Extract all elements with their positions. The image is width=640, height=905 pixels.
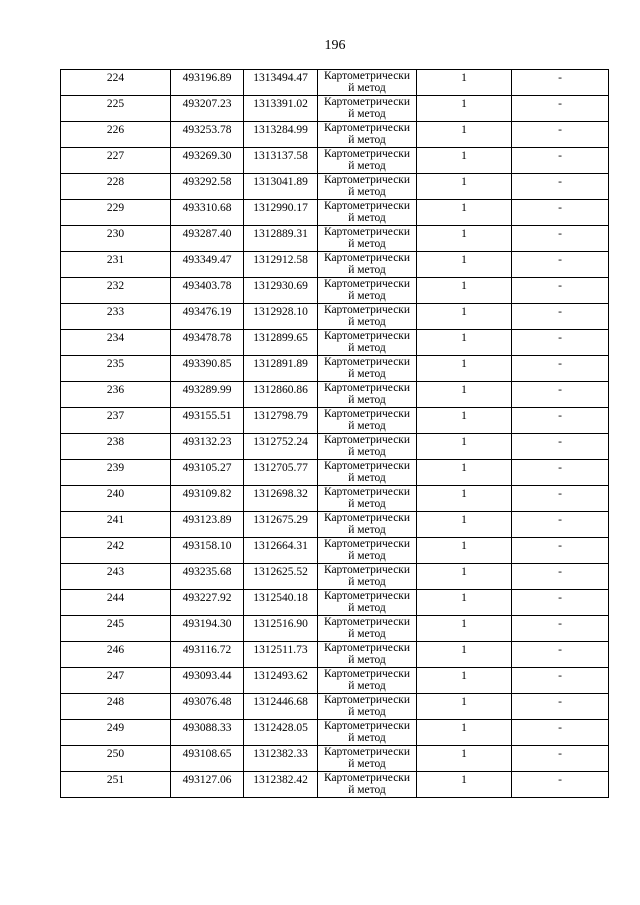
method-text-line2: й метод <box>348 498 386 510</box>
method-text-line2: й метод <box>348 134 386 146</box>
y-coordinate-cell: 1312860.86 <box>244 382 318 408</box>
method-cell <box>318 590 417 616</box>
table-row <box>61 538 609 564</box>
table-row <box>61 486 609 512</box>
x-coordinate-cell: 493227.92 <box>171 590 244 616</box>
x-coordinate-cell: 493076.48 <box>171 694 244 720</box>
method-text-line1: Картометрически <box>323 668 411 680</box>
method-text-line2: й метод <box>348 368 386 380</box>
method-text-line2: й метод <box>348 446 386 458</box>
method-text-line1: Картометрически <box>323 590 411 602</box>
precision-cell: 1 <box>417 96 512 122</box>
table-row <box>61 226 609 252</box>
precision-cell: 1 <box>417 746 512 772</box>
precision-cell: 1 <box>417 434 512 460</box>
precision-cell: 1 <box>417 642 512 668</box>
note-cell: - <box>512 96 609 122</box>
method-text-line2: й метод <box>348 680 386 692</box>
precision-cell: 1 <box>417 148 512 174</box>
precision-cell: 1 <box>417 590 512 616</box>
method-text-line1: Картометрически <box>323 616 411 628</box>
note-cell: - <box>512 200 609 226</box>
y-coordinate-cell: 1312990.17 <box>244 200 318 226</box>
precision-cell: 1 <box>417 330 512 356</box>
note-cell: - <box>512 382 609 408</box>
x-coordinate-cell: 493478.78 <box>171 330 244 356</box>
precision-cell: 1 <box>417 460 512 486</box>
method-text-line1: Картометрически <box>323 382 411 394</box>
note-cell: - <box>512 330 609 356</box>
y-coordinate-cell: 1312675.29 <box>244 512 318 538</box>
method-text-line2: й метод <box>348 186 386 198</box>
note-cell: - <box>512 668 609 694</box>
precision-cell: 1 <box>417 200 512 226</box>
method-cell <box>318 668 417 694</box>
y-coordinate-cell: 1312493.62 <box>244 668 318 694</box>
table-row <box>61 70 609 96</box>
method-text-line2: й метод <box>348 290 386 302</box>
method-cell <box>318 512 417 538</box>
table-row <box>61 148 609 174</box>
method-text-line1: Картометрически <box>323 720 411 732</box>
x-coordinate-cell: 493127.06 <box>171 772 244 798</box>
x-coordinate-cell: 493253.78 <box>171 122 244 148</box>
method-cell <box>318 720 417 746</box>
method-text-line2: й метод <box>348 732 386 744</box>
y-coordinate-cell: 1312540.18 <box>244 590 318 616</box>
x-coordinate-cell: 493269.30 <box>171 148 244 174</box>
method-cell <box>318 200 417 226</box>
method-text-line1: Картометрически <box>323 252 411 264</box>
method-cell <box>318 356 417 382</box>
table-row <box>61 512 609 538</box>
method-text-line1: Картометрически <box>323 226 411 238</box>
method-cell <box>318 564 417 590</box>
note-cell: - <box>512 512 609 538</box>
x-coordinate-cell: 493476.19 <box>171 304 244 330</box>
table-row <box>61 668 609 694</box>
method-cell <box>318 304 417 330</box>
precision-cell: 1 <box>417 252 512 278</box>
method-text-line1: Картометрически <box>323 564 411 576</box>
method-text-line1: Картометрически <box>323 746 411 758</box>
method-text-line2: й метод <box>348 472 386 484</box>
table-row <box>61 434 609 460</box>
x-coordinate-cell: 493403.78 <box>171 278 244 304</box>
point-number-cell: 242 <box>61 538 171 564</box>
precision-cell: 1 <box>417 382 512 408</box>
point-number-cell: 233 <box>61 304 171 330</box>
method-text-line2: й метод <box>348 654 386 666</box>
note-cell: - <box>512 616 609 642</box>
method-cell <box>318 538 417 564</box>
point-number-cell: 228 <box>61 174 171 200</box>
note-cell: - <box>512 70 609 96</box>
note-cell: - <box>512 746 609 772</box>
method-cell <box>318 616 417 642</box>
method-text-line1: Картометрически <box>323 512 411 524</box>
note-cell: - <box>512 148 609 174</box>
method-text-line2: й метод <box>348 342 386 354</box>
coordinates-table <box>60 69 609 798</box>
note-cell: - <box>512 226 609 252</box>
note-cell: - <box>512 408 609 434</box>
point-number-cell: 248 <box>61 694 171 720</box>
method-text-line1: Картометрически <box>323 694 411 706</box>
point-number-cell: 236 <box>61 382 171 408</box>
note-cell: - <box>512 434 609 460</box>
point-number-cell: 229 <box>61 200 171 226</box>
method-text-line2: й метод <box>348 706 386 718</box>
table-row <box>61 356 609 382</box>
method-cell <box>318 70 417 96</box>
x-coordinate-cell: 493155.51 <box>171 408 244 434</box>
x-coordinate-cell: 493105.27 <box>171 460 244 486</box>
x-coordinate-cell: 493235.68 <box>171 564 244 590</box>
y-coordinate-cell: 1312428.05 <box>244 720 318 746</box>
method-text-line1: Картометрически <box>323 122 411 134</box>
note-cell: - <box>512 642 609 668</box>
method-text-line1: Картометрически <box>323 486 411 498</box>
method-cell <box>318 408 417 434</box>
method-cell <box>318 96 417 122</box>
table-row <box>61 746 609 772</box>
precision-cell: 1 <box>417 512 512 538</box>
method-cell <box>318 746 417 772</box>
note-cell: - <box>512 252 609 278</box>
point-number-cell: 245 <box>61 616 171 642</box>
method-text-line1: Картометрически <box>323 434 411 446</box>
method-text-line1: Картометрически <box>323 408 411 420</box>
point-number-cell: 235 <box>61 356 171 382</box>
table-row <box>61 122 609 148</box>
x-coordinate-cell: 493109.82 <box>171 486 244 512</box>
note-cell: - <box>512 486 609 512</box>
point-number-cell: 234 <box>61 330 171 356</box>
point-number-cell: 244 <box>61 590 171 616</box>
point-number-cell: 247 <box>61 668 171 694</box>
point-number-cell: 230 <box>61 226 171 252</box>
coordinates-table-body <box>61 70 609 798</box>
table-row <box>61 720 609 746</box>
y-coordinate-cell: 1312382.42 <box>244 772 318 798</box>
method-cell <box>318 174 417 200</box>
method-text-line2: й метод <box>348 576 386 588</box>
x-coordinate-cell: 493310.68 <box>171 200 244 226</box>
note-cell: - <box>512 304 609 330</box>
table-row <box>61 590 609 616</box>
x-coordinate-cell: 493390.85 <box>171 356 244 382</box>
x-coordinate-cell: 493132.23 <box>171 434 244 460</box>
method-text-line1: Картометрически <box>323 200 411 212</box>
method-text-line1: Картометрически <box>323 460 411 472</box>
table-row <box>61 174 609 200</box>
table-row <box>61 252 609 278</box>
y-coordinate-cell: 1312382.33 <box>244 746 318 772</box>
point-number-cell: 232 <box>61 278 171 304</box>
y-coordinate-cell: 1312752.24 <box>244 434 318 460</box>
point-number-cell: 246 <box>61 642 171 668</box>
method-cell <box>318 694 417 720</box>
precision-cell: 1 <box>417 564 512 590</box>
note-cell: - <box>512 538 609 564</box>
method-text-line1: Картометрически <box>323 642 411 654</box>
method-text-line2: й метод <box>348 602 386 614</box>
x-coordinate-cell: 493108.65 <box>171 746 244 772</box>
method-text-line2: й метод <box>348 784 386 796</box>
y-coordinate-cell: 1312446.68 <box>244 694 318 720</box>
method-text-line2: й метод <box>348 238 386 250</box>
x-coordinate-cell: 493088.33 <box>171 720 244 746</box>
method-text-line2: й метод <box>348 264 386 276</box>
table-row <box>61 460 609 486</box>
y-coordinate-cell: 1313041.89 <box>244 174 318 200</box>
x-coordinate-cell: 493194.30 <box>171 616 244 642</box>
method-text-line1: Картометрически <box>323 148 411 160</box>
point-number-cell: 243 <box>61 564 171 590</box>
precision-cell: 1 <box>417 616 512 642</box>
y-coordinate-cell: 1313137.58 <box>244 148 318 174</box>
precision-cell: 1 <box>417 668 512 694</box>
y-coordinate-cell: 1312705.77 <box>244 460 318 486</box>
method-text-line2: й метод <box>348 758 386 770</box>
method-cell <box>318 382 417 408</box>
point-number-cell: 231 <box>61 252 171 278</box>
table-row <box>61 96 609 122</box>
y-coordinate-cell: 1312928.10 <box>244 304 318 330</box>
y-coordinate-cell: 1312889.31 <box>244 226 318 252</box>
y-coordinate-cell: 1312798.79 <box>244 408 318 434</box>
method-cell <box>318 772 417 798</box>
method-text-line2: й метод <box>348 524 386 536</box>
method-text-line1: Картометрически <box>323 174 411 186</box>
table-row <box>61 642 609 668</box>
x-coordinate-cell: 493196.89 <box>171 70 244 96</box>
x-coordinate-cell: 493207.23 <box>171 96 244 122</box>
method-text-line1: Картометрически <box>323 772 411 784</box>
point-number-cell: 227 <box>61 148 171 174</box>
method-cell <box>318 278 417 304</box>
table-row <box>61 408 609 434</box>
y-coordinate-cell: 1312912.58 <box>244 252 318 278</box>
point-number-cell: 249 <box>61 720 171 746</box>
precision-cell: 1 <box>417 304 512 330</box>
y-coordinate-cell: 1312698.32 <box>244 486 318 512</box>
method-text-line2: й метод <box>348 628 386 640</box>
y-coordinate-cell: 1313391.02 <box>244 96 318 122</box>
method-cell <box>318 486 417 512</box>
method-text-line2: й метод <box>348 160 386 172</box>
point-number-cell: 240 <box>61 486 171 512</box>
note-cell: - <box>512 356 609 382</box>
point-number-cell: 237 <box>61 408 171 434</box>
note-cell: - <box>512 772 609 798</box>
method-text-line1: Картометрически <box>323 538 411 550</box>
page-number: 196 <box>324 38 346 53</box>
table-row <box>61 772 609 798</box>
precision-cell: 1 <box>417 356 512 382</box>
note-cell: - <box>512 174 609 200</box>
y-coordinate-cell: 1312511.73 <box>244 642 318 668</box>
method-text-line2: й метод <box>348 420 386 432</box>
method-text-line1: Картометрически <box>323 330 411 342</box>
method-text-line1: Картометрически <box>323 70 411 82</box>
method-text-line1: Картометрически <box>323 356 411 368</box>
method-text-line2: й метод <box>348 316 386 328</box>
x-coordinate-cell: 493292.58 <box>171 174 244 200</box>
y-coordinate-cell: 1312625.52 <box>244 564 318 590</box>
precision-cell: 1 <box>417 408 512 434</box>
table-row <box>61 304 609 330</box>
y-coordinate-cell: 1313284.99 <box>244 122 318 148</box>
note-cell: - <box>512 460 609 486</box>
point-number-cell: 251 <box>61 772 171 798</box>
table-row <box>61 278 609 304</box>
note-cell: - <box>512 694 609 720</box>
note-cell: - <box>512 278 609 304</box>
method-cell <box>318 642 417 668</box>
method-cell <box>318 226 417 252</box>
x-coordinate-cell: 493158.10 <box>171 538 244 564</box>
y-coordinate-cell: 1312891.89 <box>244 356 318 382</box>
method-text-line2: й метод <box>348 82 386 94</box>
method-text-line1: Картометрически <box>323 304 411 316</box>
y-coordinate-cell: 1312899.65 <box>244 330 318 356</box>
x-coordinate-cell: 493123.89 <box>171 512 244 538</box>
x-coordinate-cell: 493287.40 <box>171 226 244 252</box>
method-text-line1: Картометрически <box>323 96 411 108</box>
precision-cell: 1 <box>417 278 512 304</box>
y-coordinate-cell: 1312516.90 <box>244 616 318 642</box>
point-number-cell: 241 <box>61 512 171 538</box>
method-cell <box>318 460 417 486</box>
y-coordinate-cell: 1313494.47 <box>244 70 318 96</box>
precision-cell: 1 <box>417 174 512 200</box>
x-coordinate-cell: 493116.72 <box>171 642 244 668</box>
table-row <box>61 382 609 408</box>
precision-cell: 1 <box>417 486 512 512</box>
precision-cell: 1 <box>417 122 512 148</box>
method-cell <box>318 252 417 278</box>
table-row <box>61 330 609 356</box>
note-cell: - <box>512 122 609 148</box>
point-number-cell: 225 <box>61 96 171 122</box>
method-text-line1: Картометрически <box>323 278 411 290</box>
table-row <box>61 694 609 720</box>
y-coordinate-cell: 1312664.31 <box>244 538 318 564</box>
point-number-cell: 250 <box>61 746 171 772</box>
table-row <box>61 564 609 590</box>
method-cell <box>318 330 417 356</box>
precision-cell: 1 <box>417 772 512 798</box>
y-coordinate-cell: 1312930.69 <box>244 278 318 304</box>
table-row <box>61 200 609 226</box>
x-coordinate-cell: 493349.47 <box>171 252 244 278</box>
method-cell <box>318 122 417 148</box>
precision-cell: 1 <box>417 70 512 96</box>
x-coordinate-cell: 493289.99 <box>171 382 244 408</box>
note-cell: - <box>512 564 609 590</box>
method-text-line2: й метод <box>348 212 386 224</box>
point-number-cell: 238 <box>61 434 171 460</box>
precision-cell: 1 <box>417 694 512 720</box>
note-cell: - <box>512 720 609 746</box>
method-text-line2: й метод <box>348 108 386 120</box>
precision-cell: 1 <box>417 226 512 252</box>
precision-cell: 1 <box>417 720 512 746</box>
method-text-line2: й метод <box>348 394 386 406</box>
note-cell: - <box>512 590 609 616</box>
point-number-cell: 224 <box>61 70 171 96</box>
method-text-line2: й метод <box>348 550 386 562</box>
method-cell <box>318 434 417 460</box>
method-cell <box>318 148 417 174</box>
point-number-cell: 226 <box>61 122 171 148</box>
precision-cell: 1 <box>417 538 512 564</box>
point-number-cell: 239 <box>61 460 171 486</box>
table-row <box>61 616 609 642</box>
x-coordinate-cell: 493093.44 <box>171 668 244 694</box>
